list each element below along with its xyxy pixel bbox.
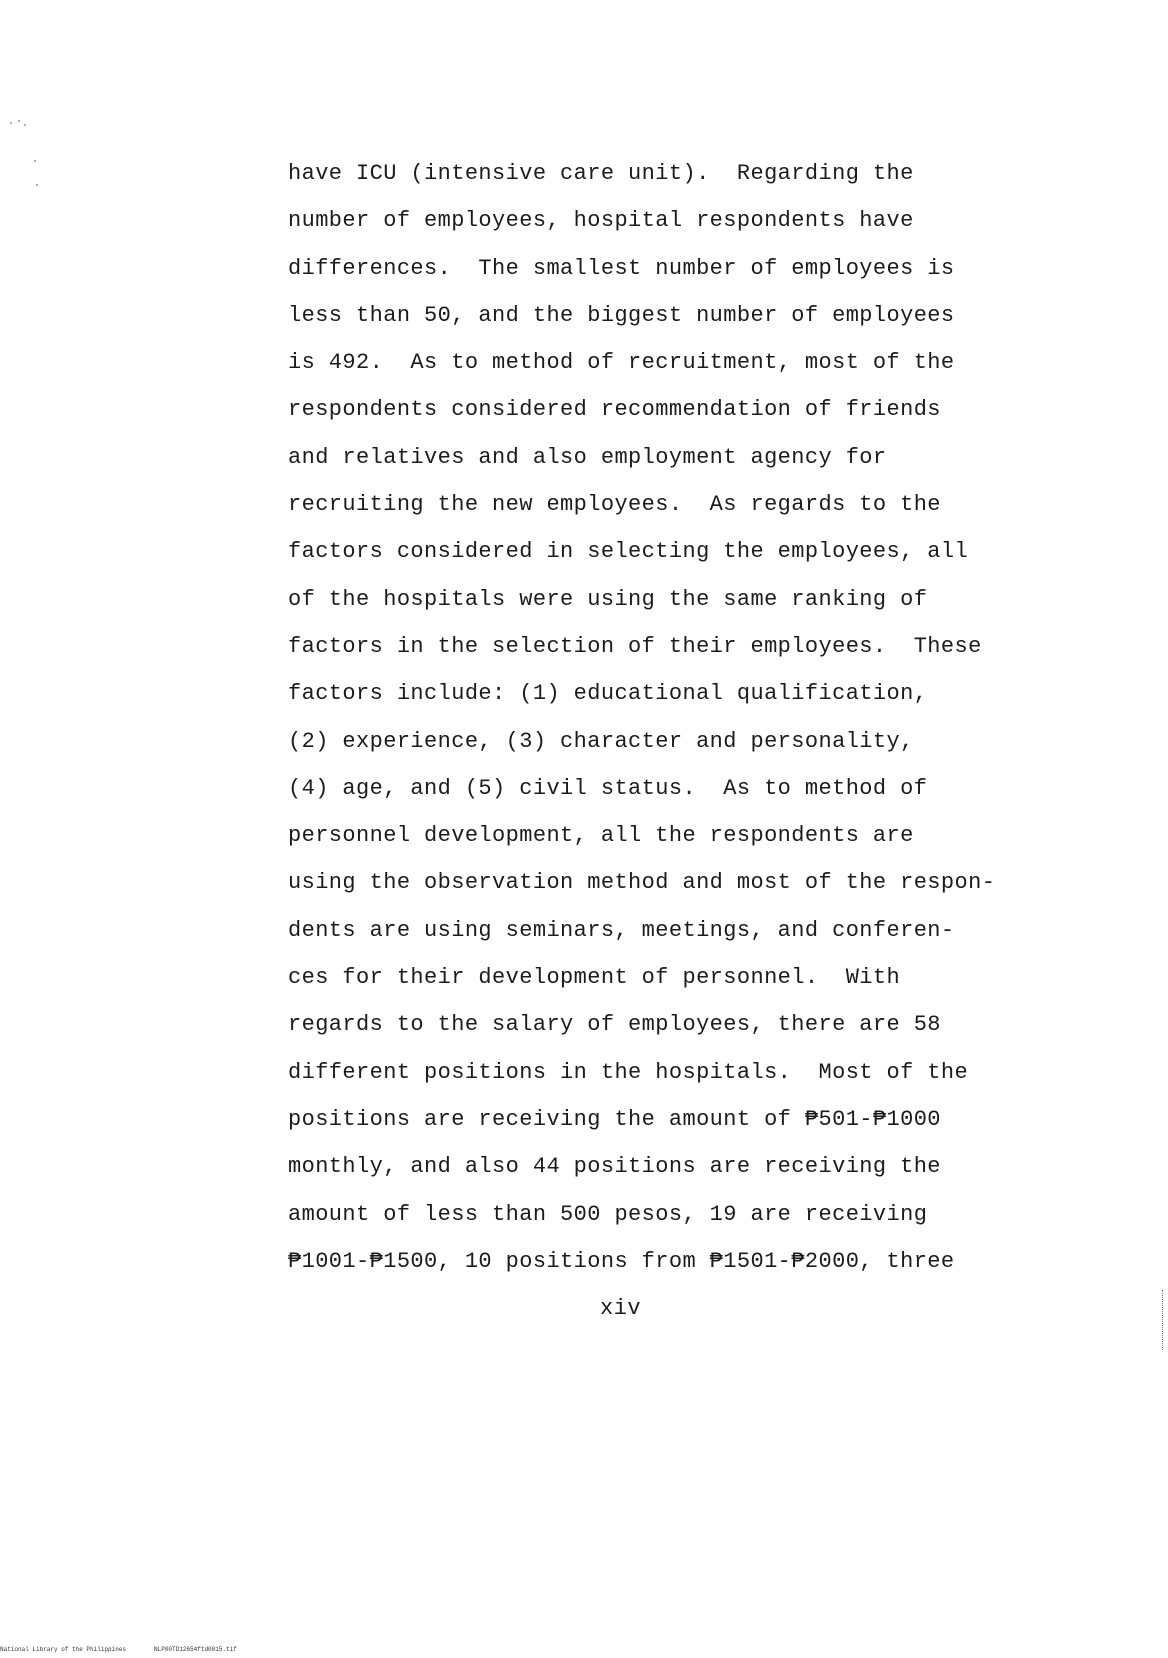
- text-line: amount of less than 500 pesos, 19 are receiving: [288, 1201, 928, 1227]
- text-line: respondents considered recommendation of friends: [288, 397, 941, 423]
- text-line: ₱1001-₱1500, 10 positions from ₱1501-₱2000, three: [288, 1248, 955, 1274]
- text-line: number of employees, hospital respondents have: [288, 208, 914, 234]
- text-line: factors considered in selecting the employees, all: [288, 539, 969, 565]
- text-line: ces for their development of personnel. With: [288, 965, 901, 991]
- footer-library: National Library of the Philippines: [0, 1646, 127, 1653]
- text-line: dents are using seminars, meetings, and conferen-: [288, 917, 955, 943]
- text-line: (2) experience, (3) character and personality,: [288, 728, 914, 754]
- text-line: of the hospitals were using the same ranking of: [288, 586, 928, 612]
- text-line: differences. The smallest number of employees is: [288, 255, 955, 281]
- scan-artifact: [8, 120, 48, 220]
- text-line: have ICU (intensive care unit). Regarding the: [288, 161, 914, 186]
- text-line: (4) age, and (5) civil status. As to method of: [288, 775, 928, 801]
- text-line: and relatives and also employment agency for: [288, 444, 887, 470]
- footer-file-id: NLP00TD12654ftd0015.tif: [154, 1646, 237, 1653]
- body-text: [288, 150, 1048, 1285]
- scan-edge-artifact: [1162, 1290, 1164, 1350]
- text-line: factors include: (1) educational qualification,: [288, 681, 928, 707]
- text-line: recruiting the new employees. As regards to the: [288, 492, 941, 518]
- text-line: less than 50, and the biggest number of employees: [288, 302, 955, 328]
- text-line: is 492. As to method of recruitment, most of the: [288, 350, 955, 376]
- text-line: monthly, and also 44 positions are receiving the: [288, 1154, 941, 1180]
- scan-footer: [0, 1646, 237, 1654]
- text-line: different positions in the hospitals. Most of the: [288, 1059, 969, 1085]
- text-line: factors in the selection of their employees. These: [288, 633, 982, 659]
- text-line: regards to the salary of employees, there are 58: [288, 1012, 941, 1038]
- text-line: positions are receiving the amount of ₱501-₱1000: [288, 1106, 941, 1132]
- text-line: using the observation method and most of the respon-: [288, 870, 996, 896]
- page-number: xiv: [600, 1296, 642, 1321]
- text-line: personnel development, all the respondents are: [288, 823, 914, 849]
